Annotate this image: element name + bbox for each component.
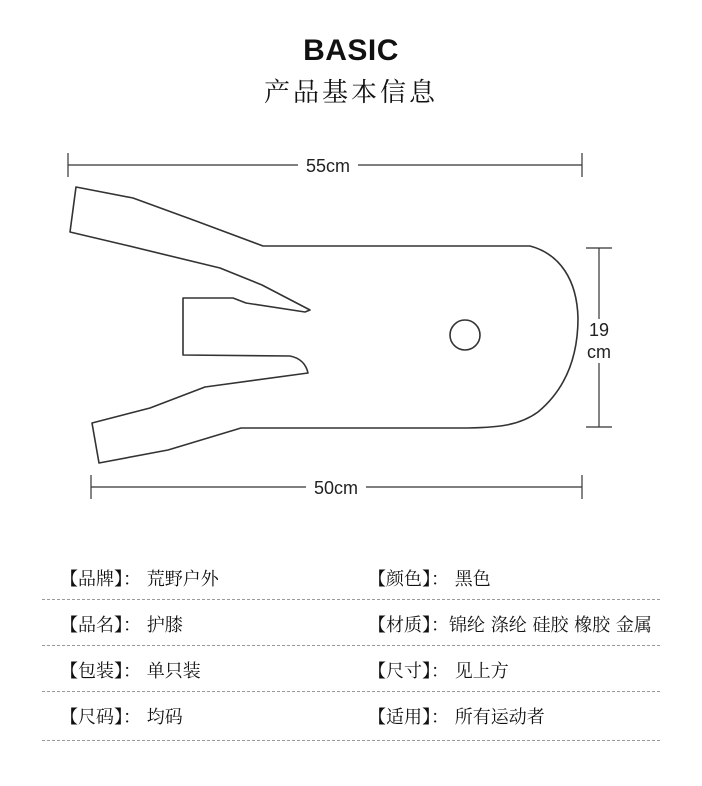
spec-color: 【颜色】： 黑色 (368, 569, 491, 590)
spec-row (42, 555, 660, 601)
row-divider (42, 599, 660, 600)
spec-packaging: 【包装】： 单只装 (60, 661, 201, 682)
dimension-label-top: 55cm (298, 156, 358, 176)
spec-suitable-for: 【适用】： 所有运动者 (368, 707, 545, 728)
spec-product-name: 【品名】： 护膝 (60, 615, 183, 636)
knee-hole (450, 320, 480, 350)
dimension-label-side-value: 19 (588, 320, 610, 340)
dimension-label-side (583, 319, 615, 363)
dimension-label-side-unit: cm (587, 342, 611, 362)
spec-brand: 【品牌】： 荒野户外 (60, 569, 219, 590)
spec-fit: 【尺码】： 均码 (60, 707, 183, 728)
spec-row (42, 647, 660, 693)
spec-material: 【材质】：锦纶 涤纶 硅胶 橡胶 金属 (368, 615, 652, 636)
page-subtitle: 产品基本信息 (263, 78, 438, 108)
spec-size: 【尺寸】： 见上方 (368, 661, 509, 682)
row-divider (42, 645, 660, 646)
spec-row (42, 693, 660, 739)
row-divider (42, 740, 660, 741)
page-title: BASIC (303, 34, 399, 67)
dimension-label-bottom: 50cm (306, 478, 366, 498)
row-divider (42, 691, 660, 692)
knee-pad-outline (70, 187, 578, 463)
spec-row (42, 601, 660, 647)
